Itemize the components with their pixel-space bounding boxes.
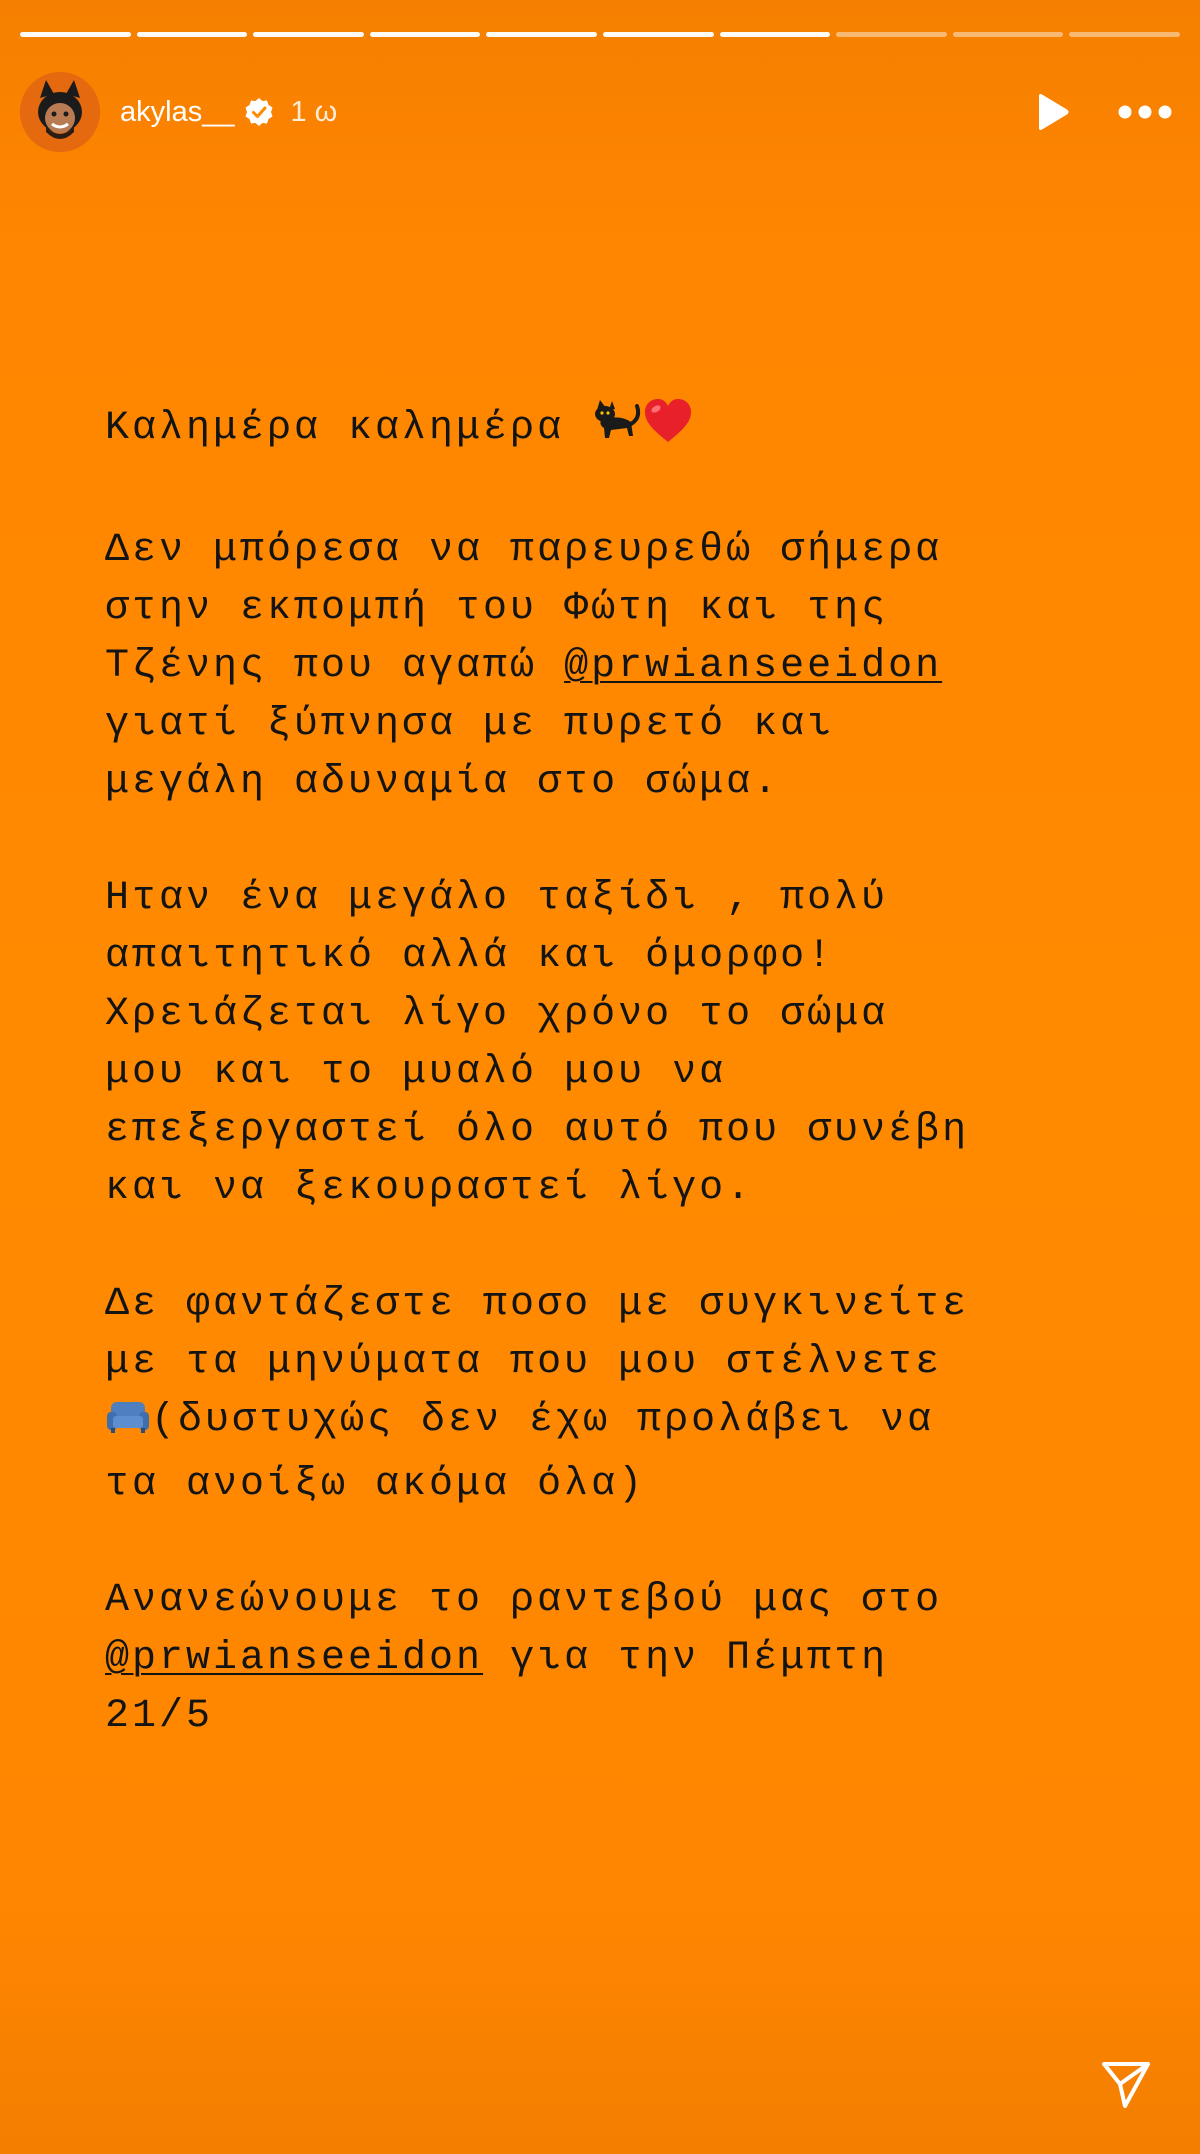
verified-badge-icon xyxy=(244,97,274,127)
play-icon xyxy=(1033,92,1071,132)
send-icon xyxy=(1098,2056,1154,2112)
text-line: μεγάλη αδυναμία στο σώμα. xyxy=(105,760,781,805)
more-options-button[interactable] xyxy=(1110,82,1180,142)
mention-link[interactable]: @prwianseeidon xyxy=(564,644,943,689)
text-line: Δε φαντάζεστε ποσο με συγκινείτε xyxy=(105,1282,970,1327)
progress-segment xyxy=(486,32,597,37)
paragraph-apology xyxy=(105,522,1145,812)
progress-segment xyxy=(370,32,481,37)
black-cat-icon xyxy=(591,398,643,464)
story-header xyxy=(20,70,1180,154)
text-line: Χρειάζεται λίγο χρόνο το σώμα xyxy=(105,992,889,1037)
paragraph-greeting xyxy=(105,398,1145,464)
paragraph-reschedule xyxy=(105,1572,1145,1746)
text-line: απαιτητικό αλλά και όμορφο! xyxy=(105,934,835,979)
text-line: και να ξεκουραστεί λίγο. xyxy=(105,1166,754,1211)
avatar-cat-icon xyxy=(20,72,100,152)
text-line xyxy=(105,398,1145,464)
text-line: με τα μηνύματα που μου στέλνετε xyxy=(105,1340,943,1385)
text-line: Ανανεώνουμε το ραντεβού μας στο xyxy=(105,1578,943,1623)
progress-segment xyxy=(1069,32,1180,37)
progress-segment xyxy=(137,32,248,37)
progress-segment xyxy=(836,32,947,37)
progress-segment xyxy=(720,32,831,37)
progress-segment xyxy=(953,32,1064,37)
paragraph-thanks xyxy=(105,1276,1145,1514)
story-progress-bar xyxy=(20,32,1180,37)
text-line: Δεν μπόρεσα να παρευρεθώ σήμερα xyxy=(105,528,943,573)
text-segment: Τζένης που αγαπώ xyxy=(105,644,565,689)
avatar[interactable] xyxy=(20,72,100,152)
mention-link[interactable]: @prwianseeidon xyxy=(105,1636,484,1681)
text-line: τα ανοίξω ακόμα όλα) xyxy=(105,1462,646,1507)
progress-segment xyxy=(603,32,714,37)
greeting-text: Καλημέρα καλημέρα xyxy=(105,406,592,451)
text-line: γιατί ξύπνησα με πυρετό και xyxy=(105,702,835,747)
text-line xyxy=(105,638,1145,696)
sofa-icon xyxy=(105,1396,151,1456)
more-horizontal-icon xyxy=(1118,105,1172,119)
username[interactable]: akylas__ xyxy=(120,95,235,128)
red-heart-icon xyxy=(643,398,693,464)
text-segment: για την Πέμπτη xyxy=(483,1636,889,1681)
story-text xyxy=(105,398,1145,1804)
text-line: στην εκπομπή του Φώτη και της xyxy=(105,586,889,631)
text-line xyxy=(105,1630,1145,1688)
text-line: Ηταν ένα μεγάλο ταξίδι , πολύ xyxy=(105,876,889,921)
progress-segment xyxy=(20,32,131,37)
text-line: επεξεργαστεί όλο αυτό που συνέβη xyxy=(105,1108,970,1153)
text-line xyxy=(105,1392,1145,1456)
progress-segment xyxy=(253,32,364,37)
share-button[interactable] xyxy=(1094,2052,1158,2116)
post-time: 1 ω xyxy=(290,95,338,128)
paragraph-journey xyxy=(105,870,1145,1218)
text-line: 21/5 xyxy=(105,1694,214,1739)
text-segment: (δυστυχώς δεν έχω προλάβει να xyxy=(151,1398,935,1443)
play-button[interactable] xyxy=(1022,82,1082,142)
text-line: μου και το μυαλό μου να xyxy=(105,1050,727,1095)
